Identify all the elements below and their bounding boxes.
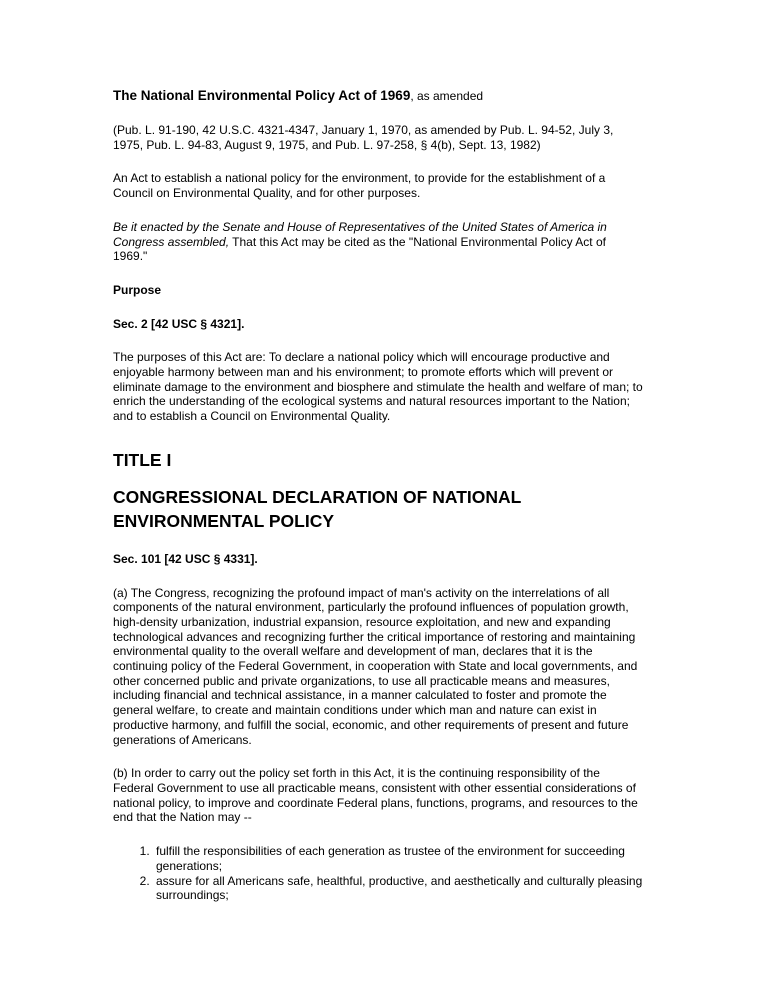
list-item: 1. fulfill the responsibilities of each generation as trustee of the environment for succeeding generations; bbox=[153, 844, 643, 873]
national-goals-list bbox=[113, 844, 643, 903]
sec101-heading: Sec. 101 [42 USC § 4331]. bbox=[113, 551, 258, 566]
purpose-paragraph: The purposes of this Act are: To declare a national policy which will encourage productive and enjoyable harmony between man and his environment; to promote efforts which will prevent or eliminate damage to the environment and biosphere and stimulate the health and welfare of man; to enrich the understanding of the ecological systems and natural resources important to the Nation; and to establish a Council on Environmental Quality. bbox=[113, 350, 643, 424]
section101-para-a: (a) The Congress, recognizing the profound impact of man's activity on the interrelations of all components of the natural environment, particularly the profound influences of population growth, high-density urbanization, industrial expansion, resource exploitation, and new and expanding technological advances and recognizing further the critical importance of restoring and maintaining environmental quality to the overall welfare and development of man, declares that it is the continuing policy of the Federal Government, in cooperation with State and local governments, and other concerned public and private organizations, to use all practicable means and measures, including financial and technical assistance, in a manner calculated to foster and promote the general welfare, to create and maintain conditions under which man and nature can exist in productive harmony, and fulfill the social, economic, and other requirements of present and future generations of Americans. bbox=[113, 585, 638, 747]
document-title-suffix: , as amended bbox=[410, 89, 484, 103]
enacting-clause-regular: That this Act may be cited as the "National Environmental Policy Act of 1969." bbox=[113, 234, 606, 264]
section101-para-b: (b) In order to carry out the policy set forth in this Act, it is the continuing responsibility of the Federal Government to use all practicable means, consistent with other essential considerations of national policy, to improve and coordinate Federal plans, functions, programs, and resources to the end that the Nation may -- bbox=[113, 766, 638, 825]
document-title-main: The National Environmental Policy Act of 1969 bbox=[113, 88, 411, 103]
title1-subheading: CONGRESSIONAL DECLARATION OF NATIONAL ENVIRONMENTAL POLICY bbox=[113, 486, 522, 531]
act-intro-paragraph: An Act to establish a national policy for the environment, to provide for the establishment of a Council on Environmental Quality, and for other purposes. bbox=[113, 171, 606, 201]
sec2-heading: Sec. 2 [42 USC § 4321]. bbox=[113, 316, 245, 331]
enacting-clause-italic: Be it enacted by the Senate and House of Representatives of the United States of America in Congress assembled, bbox=[113, 219, 607, 249]
document-title bbox=[113, 88, 643, 104]
title1-heading: TITLE I bbox=[113, 449, 172, 470]
citation-paragraph: (Pub. L. 91-190, 42 U.S.C. 4321-4347, January 1, 1970, as amended by Pub. L. 94-52, July 3, 1975, Pub. L. 94-83, August 9, 1975, and Pub. L. 97-258, § 4(b), Sept. 13, 1982) bbox=[113, 123, 614, 152]
list-item: 2. assure for all Americans safe, healthful, productive, and aesthetically and culturally pleasing surroundings; bbox=[153, 874, 643, 903]
enacting-clause-paragraph bbox=[113, 220, 643, 264]
purpose-heading: Purpose bbox=[113, 282, 162, 297]
